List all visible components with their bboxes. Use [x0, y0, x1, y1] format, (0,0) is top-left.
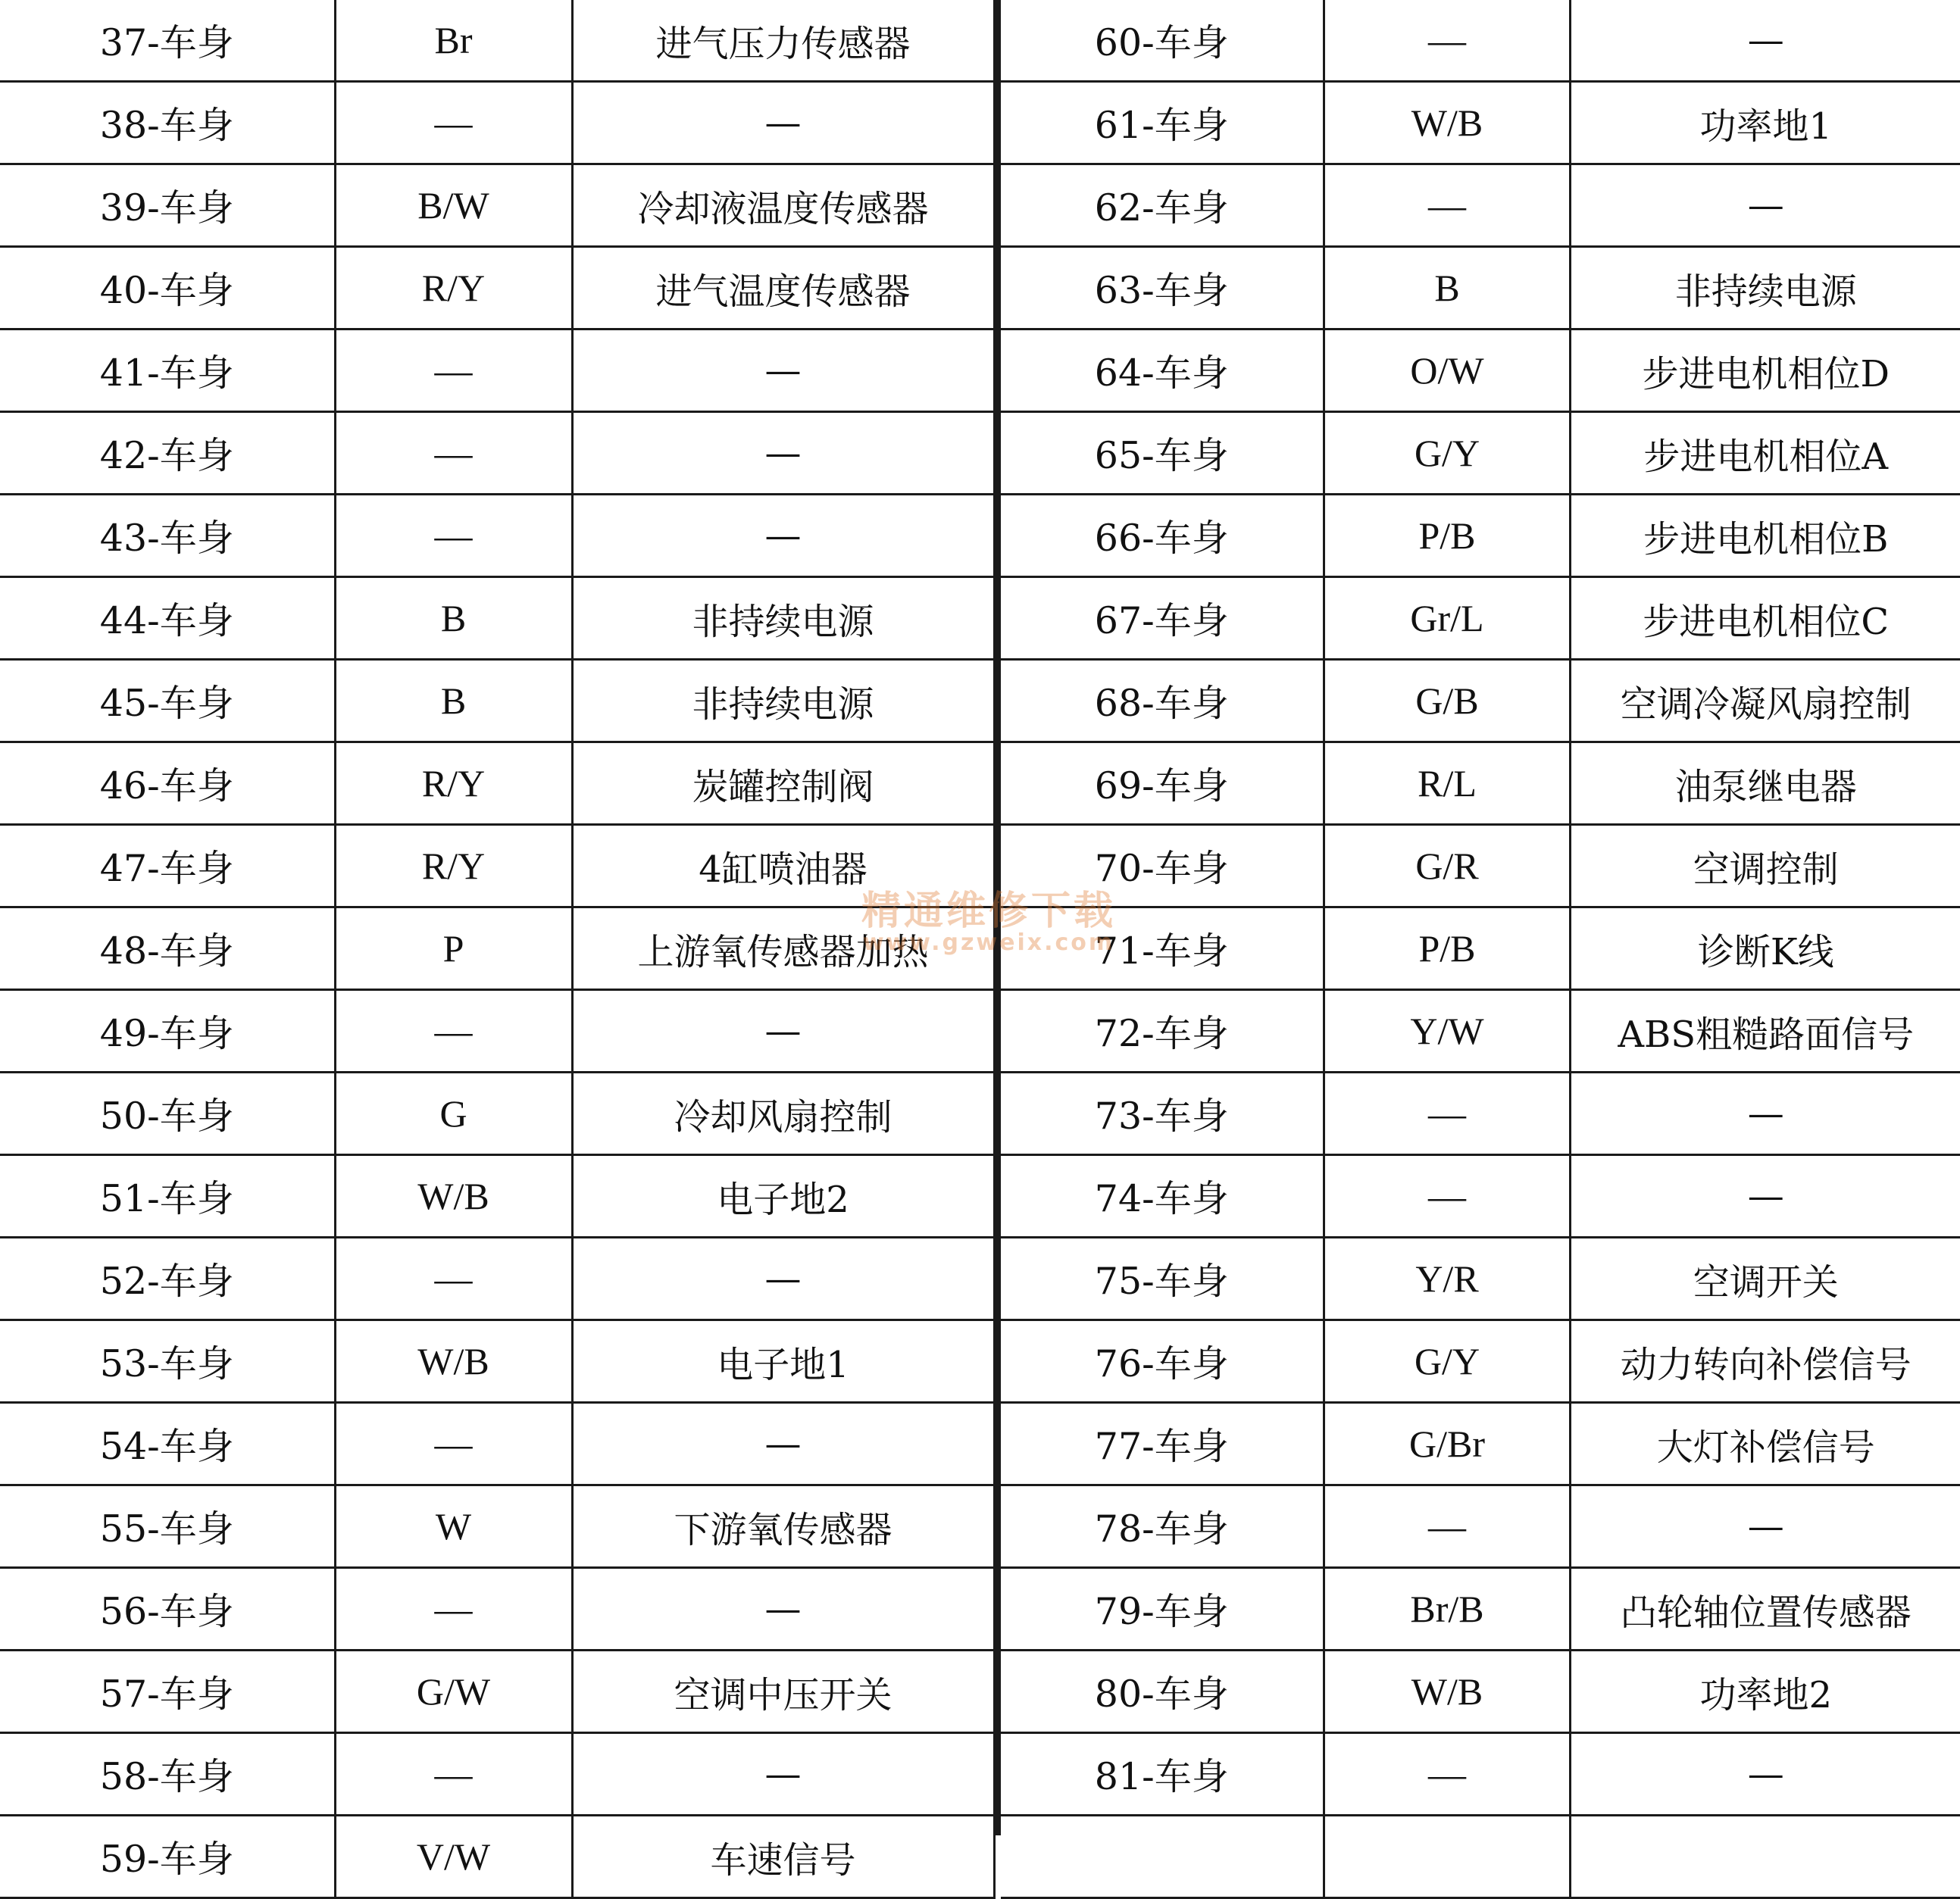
- pin-cell: 65-车身: [1001, 412, 1324, 495]
- pin-cell: 55-车身: [0, 1485, 335, 1568]
- function-cell: —: [572, 1238, 994, 1320]
- table-row: [0, 247, 994, 330]
- function-cell: —: [572, 990, 994, 1073]
- pin-table-right: [1001, 0, 1960, 1899]
- wire-color-cell: R/Y: [335, 742, 572, 825]
- pin-cell: 48-车身: [0, 907, 335, 990]
- wire-color-cell: Gr/L: [1324, 577, 1571, 660]
- function-cell: 车速信号: [572, 1816, 994, 1898]
- table-row: [1001, 0, 1960, 82]
- table-row: [0, 330, 994, 412]
- pin-cell: 66-车身: [1001, 495, 1324, 577]
- function-cell: ABS粗糙路面信号: [1571, 990, 1960, 1073]
- function-cell: 非持续电源: [572, 660, 994, 742]
- table-row: [1001, 742, 1960, 825]
- table-row: [0, 660, 994, 742]
- function-cell: —: [572, 1403, 994, 1485]
- pin-cell: 72-车身: [1001, 990, 1324, 1073]
- pin-cell: 60-车身: [1001, 0, 1324, 82]
- pin-cell: 53-车身: [0, 1320, 335, 1403]
- function-cell: 冷却风扇控制: [572, 1073, 994, 1155]
- wire-color-cell: W/B: [1324, 82, 1571, 164]
- pin-cell: 71-车身: [1001, 907, 1324, 990]
- wire-color-cell: —: [1324, 0, 1571, 82]
- table-row: [1001, 1320, 1960, 1403]
- function-cell: 油泵继电器: [1571, 742, 1960, 825]
- pin-cell: 44-车身: [0, 577, 335, 660]
- wire-color-cell: W/B: [1324, 1651, 1571, 1733]
- wire-color-cell: —: [335, 1238, 572, 1320]
- table-row: [1001, 1816, 1960, 1898]
- wire-color-cell: O/W: [1324, 330, 1571, 412]
- pin-cell: 39-车身: [0, 164, 335, 247]
- pin-cell: 70-车身: [1001, 825, 1324, 907]
- pin-cell: 40-车身: [0, 247, 335, 330]
- function-cell: 功率地2: [1571, 1651, 1960, 1733]
- table-row: [0, 1320, 994, 1403]
- function-cell: —: [572, 412, 994, 495]
- wire-color-cell: —: [335, 330, 572, 412]
- function-cell: 炭罐控制阀: [572, 742, 994, 825]
- wire-color-cell: G/Y: [1324, 1320, 1571, 1403]
- pin-cell: 58-车身: [0, 1733, 335, 1816]
- table-row: [1001, 1238, 1960, 1320]
- function-cell: —: [572, 330, 994, 412]
- table-row: [0, 990, 994, 1073]
- wire-color-cell: G/Y: [1324, 412, 1571, 495]
- function-cell: 下游氧传感器: [572, 1485, 994, 1568]
- table-row: [1001, 825, 1960, 907]
- function-cell: —: [572, 82, 994, 164]
- function-cell: —: [1571, 1485, 1960, 1568]
- wire-color-cell: R/Y: [335, 247, 572, 330]
- wire-color-cell: W/B: [335, 1155, 572, 1238]
- table-row: [1001, 247, 1960, 330]
- function-cell: 上游氧传感器加热: [572, 907, 994, 990]
- pin-cell: 68-车身: [1001, 660, 1324, 742]
- wire-color-cell: P/B: [1324, 495, 1571, 577]
- table-row: [1001, 1073, 1960, 1155]
- wire-color-cell: Y/W: [1324, 990, 1571, 1073]
- function-cell: —: [572, 1568, 994, 1651]
- wire-color-cell: —: [1324, 1073, 1571, 1155]
- wire-color-cell: W/B: [335, 1320, 572, 1403]
- table-row: [1001, 1733, 1960, 1816]
- function-cell: 非持续电源: [572, 577, 994, 660]
- pin-cell: 45-车身: [0, 660, 335, 742]
- watermark-text: 精通维修下载: [845, 879, 1133, 935]
- table-row: [1001, 1155, 1960, 1238]
- function-cell: 步进电机相位A: [1571, 412, 1960, 495]
- function-cell: 空调控制: [1571, 825, 1960, 907]
- pin-cell: 38-车身: [0, 82, 335, 164]
- function-cell: 凸轮轴位置传感器: [1571, 1568, 1960, 1651]
- table-row: [1001, 495, 1960, 577]
- pin-cell: [1001, 1816, 1324, 1898]
- pin-cell: 52-车身: [0, 1238, 335, 1320]
- table-row: [1001, 330, 1960, 412]
- pin-cell: 47-车身: [0, 825, 335, 907]
- wire-color-cell: —: [1324, 1733, 1571, 1816]
- wire-color-cell: G/B: [1324, 660, 1571, 742]
- table-row: [0, 1816, 994, 1898]
- pin-cell: 81-车身: [1001, 1733, 1324, 1816]
- wire-color-cell: G/W: [335, 1651, 572, 1733]
- pin-cell: 76-车身: [1001, 1320, 1324, 1403]
- table-row: [0, 0, 994, 82]
- wire-color-cell: G: [335, 1073, 572, 1155]
- pin-cell: 42-车身: [0, 412, 335, 495]
- table-row: [0, 577, 994, 660]
- wire-color-cell: V/W: [335, 1816, 572, 1898]
- pin-cell: 50-车身: [0, 1073, 335, 1155]
- function-cell: —: [1571, 1073, 1960, 1155]
- table-row: [0, 1485, 994, 1568]
- wire-color-cell: Y/R: [1324, 1238, 1571, 1320]
- function-cell: —: [1571, 164, 1960, 247]
- pin-table-right-body: [1001, 0, 1960, 1898]
- wire-color-cell: G/R: [1324, 825, 1571, 907]
- table-row: [0, 825, 994, 907]
- table-row: [0, 1073, 994, 1155]
- wire-color-cell: Br/B: [1324, 1568, 1571, 1651]
- function-cell: 电子地1: [572, 1320, 994, 1403]
- pin-cell: 46-车身: [0, 742, 335, 825]
- function-cell: [1571, 1816, 1960, 1898]
- pin-cell: 49-车身: [0, 990, 335, 1073]
- table-row: [0, 742, 994, 825]
- pin-cell: 79-车身: [1001, 1568, 1324, 1651]
- pin-cell: 73-车身: [1001, 1073, 1324, 1155]
- wire-color-cell: B/W: [335, 164, 572, 247]
- wire-color-cell: G/Br: [1324, 1403, 1571, 1485]
- table-row: [0, 495, 994, 577]
- pin-cell: 43-车身: [0, 495, 335, 577]
- table-row: [0, 1568, 994, 1651]
- table-row: [1001, 990, 1960, 1073]
- function-cell: 电子地2: [572, 1155, 994, 1238]
- pin-cell: 67-车身: [1001, 577, 1324, 660]
- wire-color-cell: —: [335, 495, 572, 577]
- pin-cell: 62-车身: [1001, 164, 1324, 247]
- pin-cell: 37-车身: [0, 0, 335, 82]
- wire-color-cell: —: [335, 412, 572, 495]
- pin-cell: 63-车身: [1001, 247, 1324, 330]
- wire-color-cell: —: [1324, 164, 1571, 247]
- table-row: [0, 82, 994, 164]
- pin-cell: 78-车身: [1001, 1485, 1324, 1568]
- wire-color-cell: —: [335, 1733, 572, 1816]
- wire-color-cell: —: [335, 990, 572, 1073]
- table-row: [1001, 907, 1960, 990]
- pin-cell: 75-车身: [1001, 1238, 1324, 1320]
- pin-cell: 59-车身: [0, 1816, 335, 1898]
- function-cell: 空调开关: [1571, 1238, 1960, 1320]
- pin-cell: 41-车身: [0, 330, 335, 412]
- function-cell: 空调冷凝风扇控制: [1571, 660, 1960, 742]
- function-cell: 4缸喷油器: [572, 825, 994, 907]
- wire-color-cell: W: [335, 1485, 572, 1568]
- pin-cell: 51-车身: [0, 1155, 335, 1238]
- table-row: [1001, 577, 1960, 660]
- function-cell: 诊断K线: [1571, 907, 1960, 990]
- table-row: [0, 1651, 994, 1733]
- function-cell: —: [1571, 1733, 1960, 1816]
- function-cell: 动力转向补偿信号: [1571, 1320, 1960, 1403]
- table-row: [1001, 660, 1960, 742]
- pin-cell: 77-车身: [1001, 1403, 1324, 1485]
- function-cell: —: [1571, 0, 1960, 82]
- table-row: [1001, 82, 1960, 164]
- table-row: [1001, 412, 1960, 495]
- pin-cell: 56-车身: [0, 1568, 335, 1651]
- function-cell: —: [572, 495, 994, 577]
- table-row: [1001, 1568, 1960, 1651]
- function-cell: 步进电机相位C: [1571, 577, 1960, 660]
- table-row: [1001, 1403, 1960, 1485]
- function-cell: —: [1571, 1155, 1960, 1238]
- function-cell: 进气压力传感器: [572, 0, 994, 82]
- table-row: [1001, 164, 1960, 247]
- wire-color-cell: R/L: [1324, 742, 1571, 825]
- pin-cell: 54-车身: [0, 1403, 335, 1485]
- pin-cell: 57-车身: [0, 1651, 335, 1733]
- table-row: [1001, 1651, 1960, 1733]
- function-cell: 大灯补偿信号: [1571, 1403, 1960, 1485]
- table-row: [0, 1403, 994, 1485]
- wire-color-cell: —: [335, 1568, 572, 1651]
- pin-cell: 64-车身: [1001, 330, 1324, 412]
- table-row: [1001, 1485, 1960, 1568]
- function-cell: 非持续电源: [1571, 247, 1960, 330]
- pin-cell: 74-车身: [1001, 1155, 1324, 1238]
- wire-color-cell: —: [1324, 1485, 1571, 1568]
- function-cell: 冷却液温度传感器: [572, 164, 994, 247]
- table-row: [0, 412, 994, 495]
- wire-color-cell: R/Y: [335, 825, 572, 907]
- pin-cell: 69-车身: [1001, 742, 1324, 825]
- wire-color-cell: P/B: [1324, 907, 1571, 990]
- wire-color-cell: P: [335, 907, 572, 990]
- wire-color-cell: Br: [335, 0, 572, 82]
- function-cell: —: [572, 1733, 994, 1816]
- watermark-url: www.gzweix.com: [845, 929, 1133, 956]
- function-cell: 空调中压开关: [572, 1651, 994, 1733]
- table-row: [0, 907, 994, 990]
- wire-color-cell: [1324, 1816, 1571, 1898]
- table-row: [0, 1155, 994, 1238]
- table-row: [0, 1238, 994, 1320]
- wire-color-cell: —: [1324, 1155, 1571, 1238]
- wire-color-cell: B: [335, 660, 572, 742]
- wire-color-cell: —: [335, 82, 572, 164]
- table-divider: [996, 0, 1001, 1835]
- wire-color-cell: B: [1324, 247, 1571, 330]
- pin-cell: 80-车身: [1001, 1651, 1324, 1733]
- wire-color-cell: B: [335, 577, 572, 660]
- function-cell: 功率地1: [1571, 82, 1960, 164]
- function-cell: 步进电机相位B: [1571, 495, 1960, 577]
- table-row: [0, 164, 994, 247]
- wire-color-cell: —: [335, 1403, 572, 1485]
- pin-cell: 61-车身: [1001, 82, 1324, 164]
- function-cell: 进气温度传感器: [572, 247, 994, 330]
- table-row: [0, 1733, 994, 1816]
- function-cell: 步进电机相位D: [1571, 330, 1960, 412]
